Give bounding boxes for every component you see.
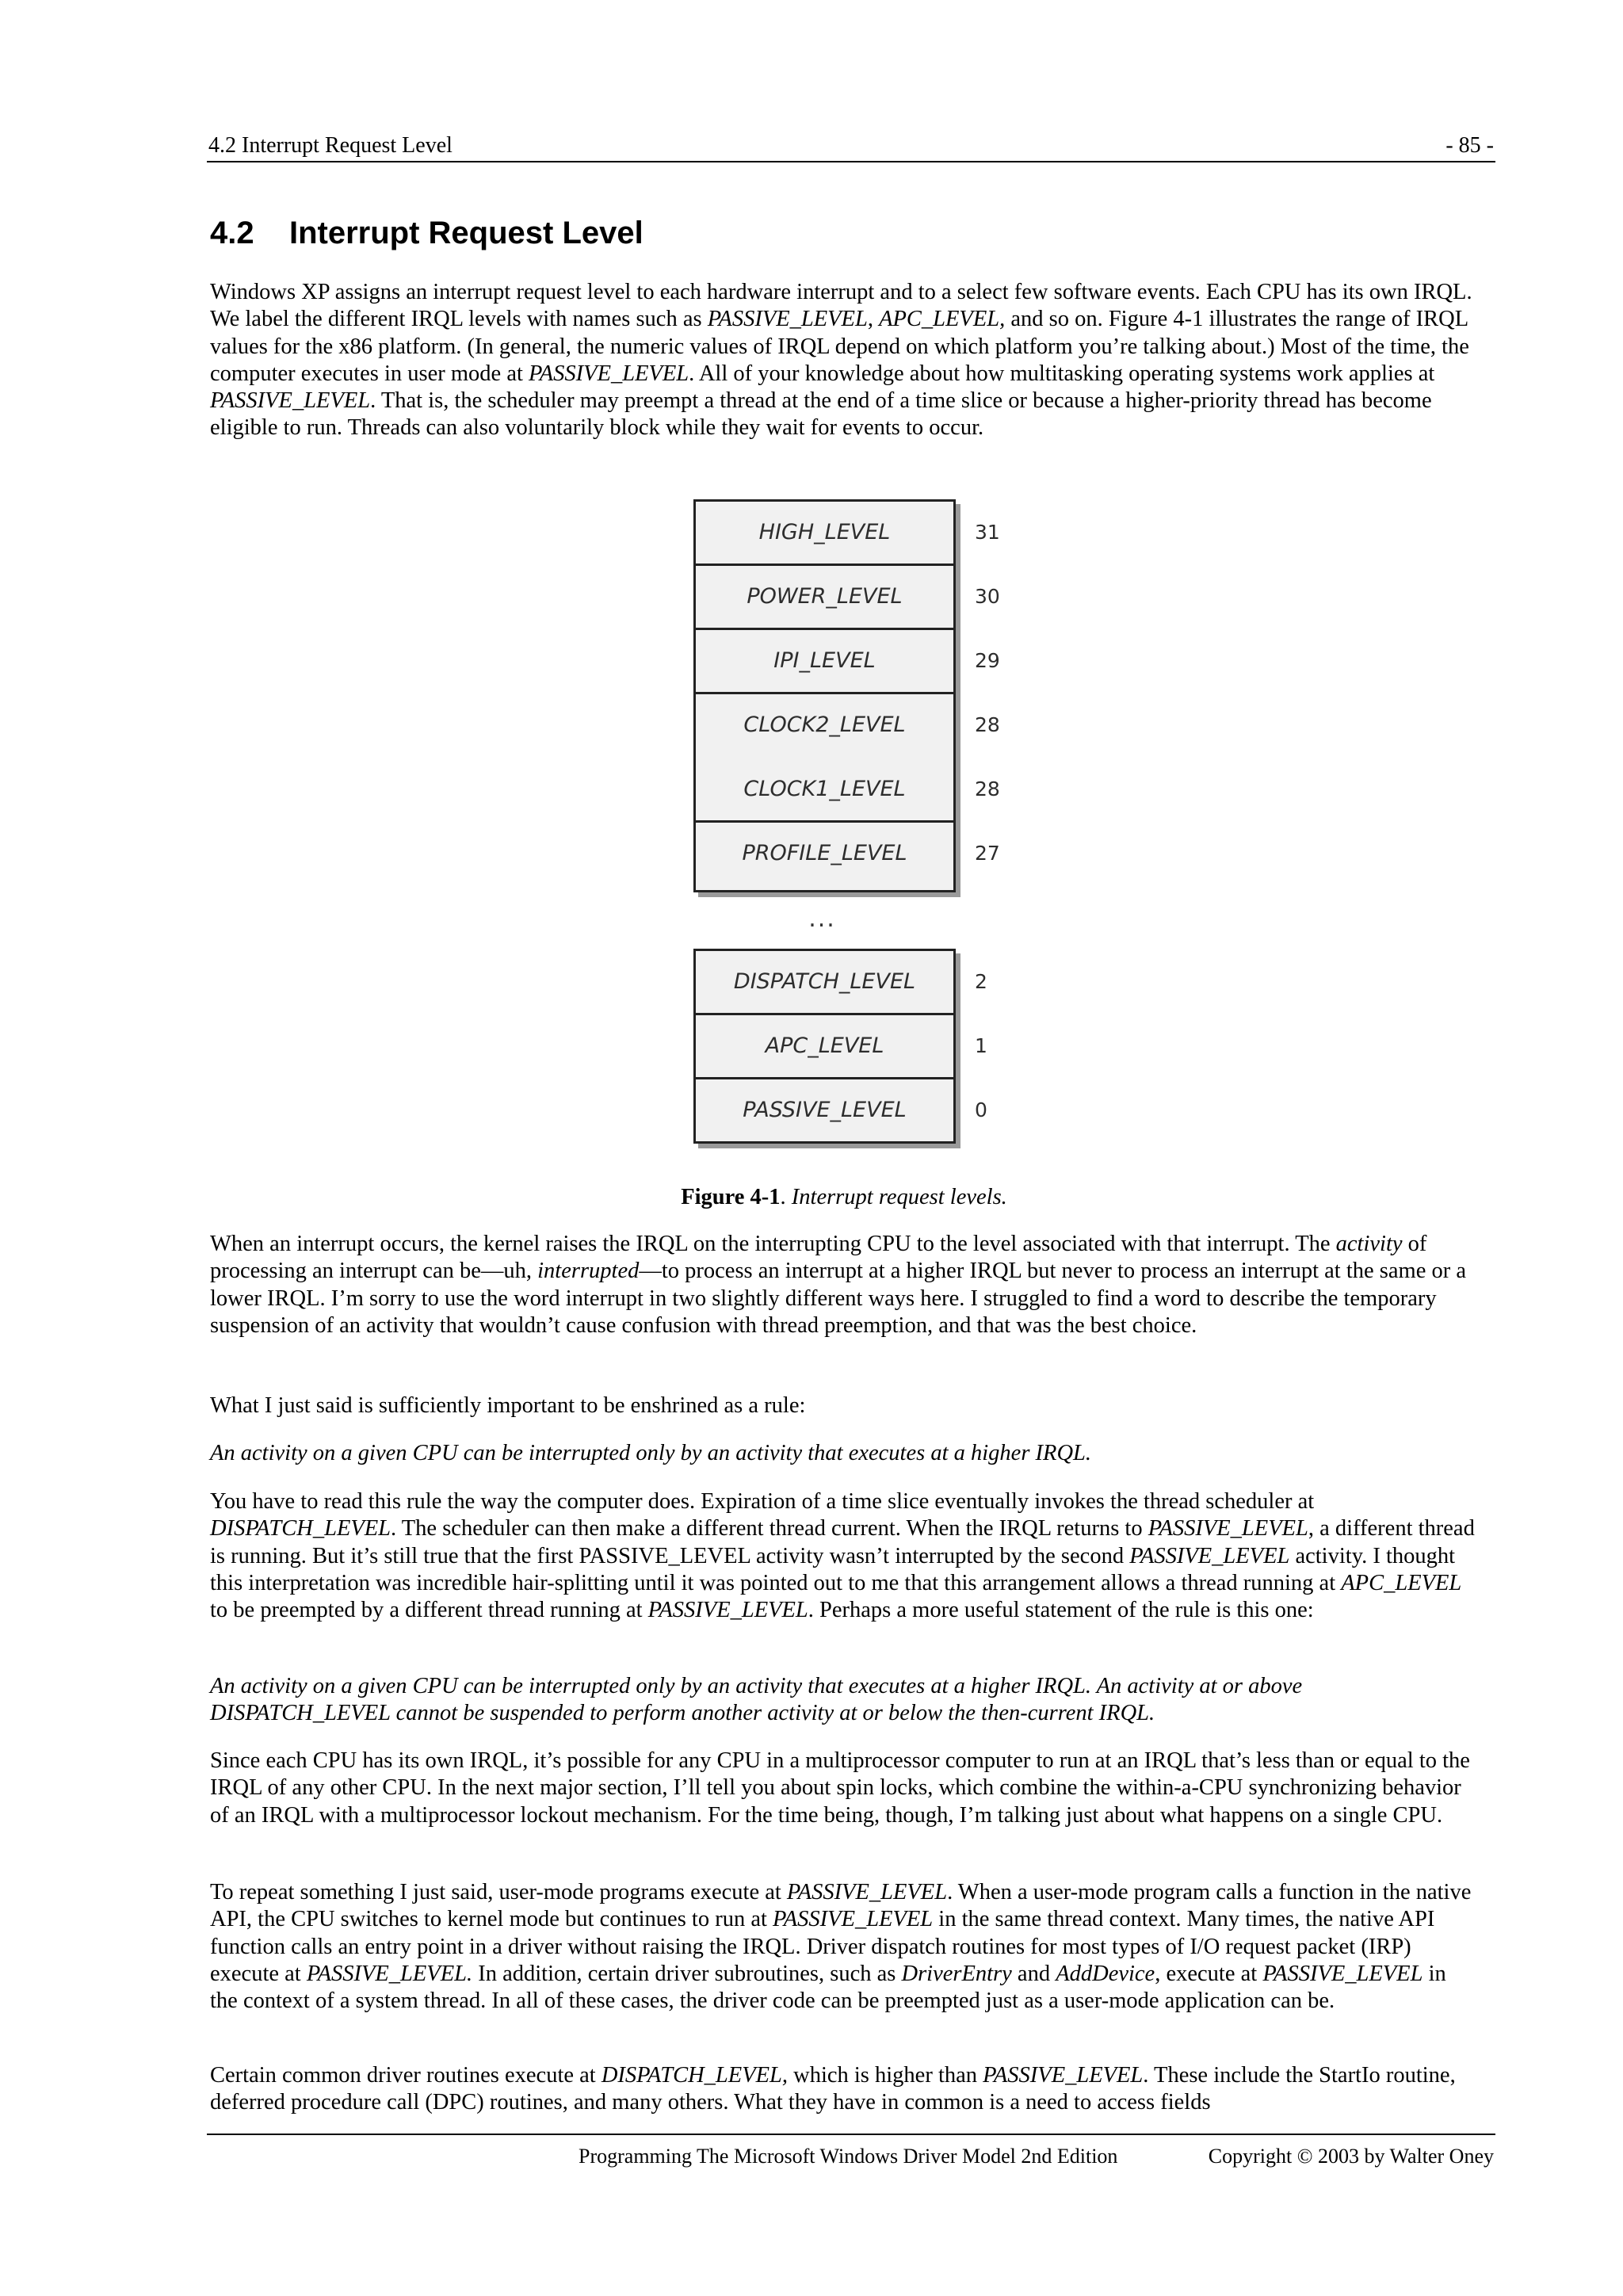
header-rule (207, 161, 1495, 162)
footer-copyright: Copyright © 2003 by Walter Oney (1208, 2145, 1494, 2168)
caption-label: Figure 4-1 (681, 1185, 781, 1209)
paragraph-rule-intro: What I just said is sufficiently important to be enshrined as a rule: (210, 1393, 806, 1418)
irql-level-name: IPI_LEVEL (773, 648, 876, 673)
section-heading (210, 209, 643, 257)
irql-level-name: DISPATCH_LEVEL (733, 969, 916, 994)
irql-level-value: 27 (975, 842, 1000, 865)
irql-level-value: 0 (975, 1098, 987, 1121)
irql-level-name: PROFILE_LEVEL (742, 841, 907, 865)
header-page-number: - 85 - (1445, 133, 1494, 158)
footer-book-title: Programming The Microsoft Windows Driver Model 2nd Edition (579, 2145, 1118, 2168)
paragraph-dispatch-level: Certain common driver routines execute at DISPATCH_LEVEL, which is higher than PASSIVE_LEVEL. These include the StartIo routine, deferred procedure call (DPC) routines, and many others. What they have in common is a need to access fields (210, 2063, 1456, 2115)
irql-level-name: HIGH_LEVEL (758, 520, 891, 544)
irql-level-name: APC_LEVEL (765, 1033, 884, 1058)
irql-level-value: 1 (975, 1034, 987, 1057)
irql-level-name: PASSIVE_LEVEL (743, 1098, 907, 1122)
irql-stack-bottom (693, 949, 956, 1144)
irql-stack-top (693, 499, 956, 892)
irql-level-value: 30 (975, 585, 1000, 608)
section-number: 4.2 (210, 216, 254, 250)
paragraph-interrupt: When an interrupt occurs, the kernel raises the IRQL on the interrupting CPU to the level associated with that interrupt. The activity of processing an interrupt can be—uh, interrupted—to process an interrupt at a higher IRQL but never to process an interrupt at the same or a lower IRQL. I’m sorry to use the word interrupt in two slightly different ways here. I struggled to find a word to describe the temporary suspension of an activity that wouldn’t cause confusion with thread preemption, and that was the best choice. (210, 1232, 1466, 1338)
paragraph-rule-explained: You have to read this rule the way the computer does. Expiration of a time slice eventually invokes the thread scheduler at DISPATCH_LEVEL. The scheduler can then make a different thread current. When the IRQL returns to PASSIVE_LEVEL, a different thread is running. But it’s still true that the first PASSIVE_LEVEL activity wasn’t interrupted by the second PASSIVE_LEVEL activity. I thought this interpretation was incredible hair-splitting until it was pointed out to me that this arrangement allows a thread running at APC_LEVEL to be preempted by a different thread running at PASSIVE_LEVEL. Perhaps a more useful statement of the rule is this one: (210, 1489, 1475, 1623)
irql-level-value: 28 (975, 713, 1000, 736)
paragraph-user-mode: To repeat something I just said, user-mode programs execute at PASSIVE_LEVEL. When a user-mode program calls a function in the native API, the CPU switches to kernel mode but continues to run at PASSIVE_LEVEL in the same thread context. Many times, the native API function calls an entry point in a driver without raising the IRQL. Driver dispatch routines for most types of I/O request packet (IRP) execute at PASSIVE_LEVEL. In addition, certain driver subroutines, such as DriverEntry and AddDevice, execute at PASSIVE_LEVEL in the context of a system thread. In all of these cases, the driver code can be preempted just as a user-mode application can be. (210, 1880, 1472, 2014)
section-title: Interrupt Request Level (289, 216, 643, 250)
running-header (208, 130, 1494, 162)
figure-caption: Figure 4-1. Interrupt request levels. (681, 1185, 1007, 1209)
paragraph-multiprocessor: Since each CPU has its own IRQL, it’s possible for any CPU in a multiprocessor computer to run at an IRQL that’s less than or equal to the IRQL of any other CPU. In the next major section, I’ll tell you about spin locks, which combine the within-a-CPU synchronizing behavior of an IRQL with a multiprocessor lockout mechanism. For the time being, though, I’m talking just about what happens on a single CPU. (210, 1748, 1470, 1828)
ellipsis: ... (808, 905, 836, 933)
caption-text: Interrupt request levels. (791, 1185, 1007, 1209)
irql-level-value: 28 (975, 777, 1000, 800)
rule-statement-2: An activity on a given CPU can be interrupted only by an activity that executes at a higher IRQL. An activity at or above DISPATCH_LEVEL cannot be suspended to perform another activity at or below the then-current IRQL. (210, 1674, 1303, 1726)
irql-figure (693, 499, 1010, 1149)
irql-level-value: 2 (975, 970, 987, 993)
irql-level-name: CLOCK2_LEVEL (743, 712, 906, 737)
irql-level-value: 31 (975, 521, 1000, 544)
irql-level-name: CLOCK1_LEVEL (743, 777, 906, 801)
rule-statement-1: An activity on a given CPU can be interrupted only by an activity that executes at a higher IRQL. (210, 1441, 1092, 1465)
header-section-title: 4.2 Interrupt Request Level (208, 133, 453, 158)
irql-level-name: POWER_LEVEL (747, 584, 903, 609)
paragraph-intro: Windows XP assigns an interrupt request level to each hardware interrupt and to a select few software events. Each CPU has its own IRQL. We label the different IRQL levels with names such as PASSIVE_LEVEL, APC_LEVEL, and so on. Figure 4-1 illustrates the range of IRQL values for the x86 platform. (In general, the numeric values of IRQL depend on which platform you’re talking about.) Most of the time, the computer executes in user mode at PASSIVE_LEVEL. All of your knowledge about how multitasking operating systems work applies at PASSIVE_LEVEL. That is, the scheduler may preempt a thread at the end of a time slice or because a higher-priority thread has become eligible to run. Threads can also voluntarily block while they wait for events to occur. (210, 280, 1472, 441)
irql-level-value: 29 (975, 649, 1000, 672)
footer-rule (207, 2134, 1495, 2135)
